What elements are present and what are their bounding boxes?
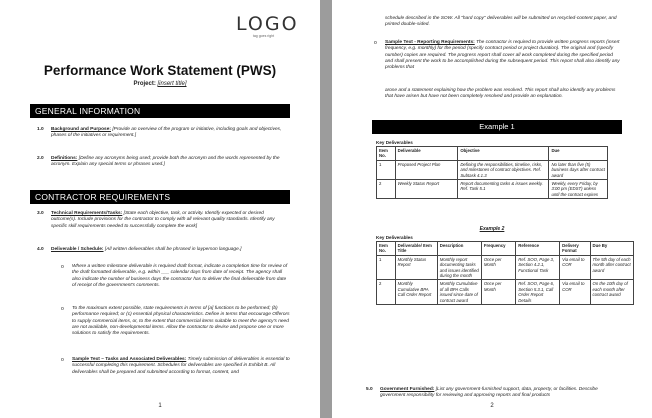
table-row — [377, 280, 634, 305]
section-text: [State each objective, task, or activity. Identify expected or desired outcome(s). Include provisions for the contractor to comply with all relevant quality standards. Identify any specific skill requirements needed to successfully complete the work] — [51, 211, 275, 229]
table-cell: 1 — [377, 255, 396, 280]
table-header-cell: Delivery Format — [560, 242, 590, 256]
table-header-cell: Deliverable/ Item Title — [395, 242, 437, 256]
document-page-1 — [0, 0, 320, 418]
continued-text-2: arose and a statement explaining how the problem was resolved. This report shall also identify any problems that have arisen but have not been completely resolved and provide an explanation. — [385, 88, 616, 100]
table-row — [377, 160, 608, 179]
bullet-text: To the maximum extent possible, state requirements in terms of [a] functions to be performed; (b) performance required; or (c) essential physical characteristics. Define in terms that encourage Offerors to supply commercial items, or, to the extent that commercial items suitable to meet the agency's need are not available, non-developmental items. Allow the contractor to devise and propose one or more solutions to satisfy the requirements. — [72, 306, 290, 337]
section-title: Technical Requirements/Tasks: — [51, 211, 123, 216]
page-number: 1 — [158, 403, 162, 409]
section-text: [Define any acronyms being used; provide both the acronym and the words represented by the acronym. Explain any special terms or phrases used.] — [51, 156, 280, 168]
key-deliverables-label: Key Deliverables — [376, 140, 413, 145]
table-header-cell: Description — [437, 242, 481, 256]
table-header-cell: Due By — [590, 242, 634, 256]
company-logo — [236, 13, 299, 38]
table-header-row — [377, 242, 634, 256]
table-cell: Via email to COR — [560, 255, 590, 280]
logo-tagline: tag goes right — [252, 34, 275, 38]
general-information-heading: GENERAL INFORMATION — [30, 104, 290, 118]
project-value: [insert title] — [157, 81, 187, 87]
table-header-cell: Due — [549, 147, 608, 161]
section-number: 4.0 — [37, 247, 44, 252]
bullet-text: Timely submission of deliverables is essential to successful completing this requirement. Schedules for deliverables are specified in Exhibit B. All deliverables shall be prepared and submitted according to format, content, and — [72, 357, 290, 375]
section-title: Definitions: — [51, 156, 78, 161]
table-cell: 2 — [377, 280, 396, 305]
section-title: Background and Purpose: — [51, 127, 111, 132]
table-cell: Via email to COR — [560, 280, 590, 305]
table-cell: On the 10th day of each month after contract award — [590, 280, 634, 305]
bullet-icon: o — [61, 306, 64, 312]
table-cell: Weekly Status Report — [395, 180, 458, 199]
bullet-draft-format — [61, 264, 290, 289]
table-header-cell: Reference — [516, 242, 560, 256]
table-cell: Monthly report documenting tasks and issues identified during the month — [437, 255, 481, 280]
section-number: 2.0 — [37, 156, 44, 161]
section-deliverable-schedule — [37, 247, 290, 253]
bullet-requirements-terms — [61, 306, 290, 337]
example-2-heading: Example 2 — [479, 226, 505, 232]
table-cell: Monthly Cumulative BPA Call Order Report — [395, 280, 437, 305]
section-text: [Provide an overview of the program or initiative, including goals and objectives, phases of the initiatives or requirement.] — [51, 127, 282, 139]
page-number: 2 — [490, 403, 494, 409]
section-government-furnished — [366, 387, 622, 400]
bullet-title: Sample Text - Reporting Requirements: — [385, 40, 475, 45]
section-title: Government Furnished: — [380, 387, 435, 392]
key-deliverables-table-2 — [376, 241, 634, 305]
table-cell: Monthly Cumulative of all BPA Calls issued since date of contract award — [437, 280, 481, 305]
section-title: Deliverable / Schedule: — [51, 247, 104, 252]
table-row — [377, 180, 608, 199]
continued-text: schedule described in the SOW. All "hard copy" deliverables will be submitted on recycled-content paper, and printed double-sided. — [385, 16, 617, 28]
logo-text: LOGO — [236, 13, 299, 35]
section-technical-requirements — [37, 211, 290, 230]
key-deliverables-label-2: Key Deliverables — [376, 235, 413, 240]
section-text: [All written deliverables shall be phrased in layperson language.] — [104, 247, 242, 252]
section-background — [37, 127, 290, 140]
example-1-heading: Example 1 — [372, 120, 622, 134]
bullet-title: Sample Text – Tasks and Associated Deliverables: — [72, 357, 187, 362]
bullet-text: Where a written milestone deliverable is required draft format, indicate a completion time for review of the draft formatted deliverable, e.g. within ___ calendar days from date of receipt. The agency shall also indicate the number of business days the contractor has to deliver the final deliverable from date of receipt of the government's comments. — [72, 264, 288, 288]
section-number: 5.0 — [366, 387, 373, 392]
project-label: Project: — [133, 81, 156, 87]
table-header-cell: Objective — [458, 147, 549, 161]
table-header-cell: Frequency — [481, 242, 515, 256]
table-cell: Report documenting tasks & issues weekly. Ref. Task 5.1 — [458, 180, 549, 199]
table-row — [377, 255, 634, 280]
table-cell: Defining the responsibilities, timeline, risks, and milestones of contract objectives. Ref. Subtask 4.1.3 — [458, 160, 549, 179]
table-cell: Weekly, every Friday, by 3:00 pm (EDST) unless until the contract expires — [549, 180, 608, 199]
table-header-cell: Deliverable — [395, 147, 458, 161]
document-title: Performance Work Statement (PWS) — [43, 63, 277, 78]
table-header-row — [377, 147, 608, 161]
table-cell: No later than five (5) business days after contract award — [549, 160, 608, 179]
section-definitions — [37, 156, 290, 169]
document-page-2 — [332, 0, 652, 418]
bullet-tasks-deliverables — [61, 357, 290, 376]
section-number: 1.0 — [37, 127, 44, 132]
table-cell: 1 — [377, 160, 396, 179]
table-cell: Ref. SOO, Page 3, Section 4.2.1, Functional Task — [516, 255, 560, 280]
table-cell: Once per Month — [481, 280, 515, 305]
table-cell: 2 — [377, 180, 396, 199]
table-cell: The 5th day of each month after contract award — [590, 255, 634, 280]
project-line — [0, 81, 320, 87]
table-cell: Proposed Project Plan — [395, 160, 458, 179]
table-header-cell: Item No. — [377, 242, 396, 256]
bullet-icon: o — [61, 264, 64, 270]
contractor-requirements-heading: CONTRACTOR REQUIREMENTS — [30, 190, 290, 204]
bullet-text: The contractor is required to provide written progress reports (insert frequency, e.g. monthly) for the period (specify contract period or project duration). The original and (specify number) copies are required. The progress report shall cover all work completed during the specified period and shall present the work to be accomplished during the subsequent period. This report shall also identify any problems that — [385, 40, 620, 71]
table-cell: Once per Month — [481, 255, 515, 280]
section-text: [List any government-furnished support, data, property, or facilities. Describe government responsibility for reviewing and approving reports and final products — [380, 387, 598, 399]
section-number: 3.0 — [37, 211, 44, 216]
bullet-icon: o — [374, 40, 377, 46]
key-deliverables-table-1 — [376, 146, 608, 199]
table-header-cell: Item No. — [377, 147, 396, 161]
table-cell: Ref. SOO, Page 6, Section 5.3.1, Call Order Report Details — [516, 280, 560, 305]
bullet-reporting-requirements — [374, 40, 622, 71]
table-cell: Monthly Status Report — [395, 255, 437, 280]
bullet-icon: o — [61, 357, 64, 363]
